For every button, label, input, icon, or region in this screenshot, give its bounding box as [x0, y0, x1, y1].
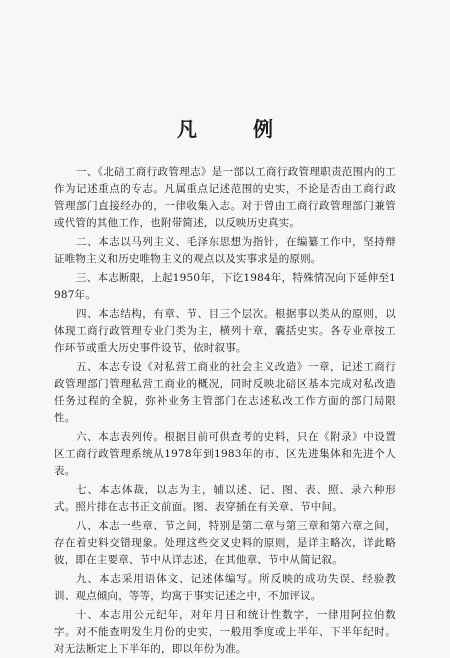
paragraph-6: 六、本志表列传。根据目前可供查考的史料，只在《附录》中设置区工商行政管理系统从1978年到1983年的市、区先进集体和先进个人表。	[54, 431, 396, 477]
paragraph-3: 三、本志断限，上起1950年，下讫1984年，特殊情况向下延伸至1987年。	[54, 272, 396, 301]
paragraph-1: 一、《北碚工商行政管理志》是一部以工商行政管理职责范围内的工作为记述重点的专志。凡属重点记述范围的史实，不论是否由工商行政管理部门直接经办的，一律收集入志。对于曾由工商行政管理部门兼管或代管的其他工作，也附带简述，以反映历史真实。	[54, 166, 396, 229]
paragraph-5: 五、本志专设《对私营工商业的社会主义改造》一章，记述工商行政管理部门管理私营工商业的概况，同时反映北碚区基本完成对私改造任务过程的全貌，弥补业务主管部门在志述私改工作方面的部门局限性。	[54, 361, 396, 424]
paragraph-10: 十、本志用公元纪年，对年月日和统计性数字，一律用阿拉伯数字。对不能查明发生月份的史实，一般用季度或上半年、下半年纪时。对无法断定上下半年的，即以年份为准。	[54, 609, 396, 655]
paragraph-8: 八、本志一些章、节之间，特别是第二章与第三章和第六章之间，存在着史料交错现象。处理这些交叉史料的原则，是详主略次，详此略彼，即在主要章、节中从详志述，在其他章、节中从简记叙。	[54, 520, 396, 566]
paragraph-4: 四、本志结构，有章、节、目三个层次。根据事以类从的原则，以体现工商行政管理专业门类为主，横列十章，囊括史实。各专业章按工作环节或重大历史事件设节，依时叙事。	[54, 308, 396, 354]
paragraph-7: 七、本志体裁，以志为主，辅以述、记、图、表、照、录六种形式。照片排在志书正文前面。图、表穿插在有关章、节中间。	[54, 484, 396, 513]
page-title	[54, 116, 396, 142]
page-title-char-2: 例	[253, 117, 273, 141]
paragraph-9: 九、本志采用语体文、记述体编写。所反映的成功失误、经验教训、观点倾向，等等，均寓于事实记述之中，不加评议。	[54, 573, 396, 602]
page-title-char-1: 凡	[177, 117, 197, 141]
paragraph-2: 二、本志以马列主义、毛泽东思想为指针，在编纂工作中，坚持辩证唯物主义和历史唯物主义的观点以及实事求是的原则。	[54, 236, 396, 265]
